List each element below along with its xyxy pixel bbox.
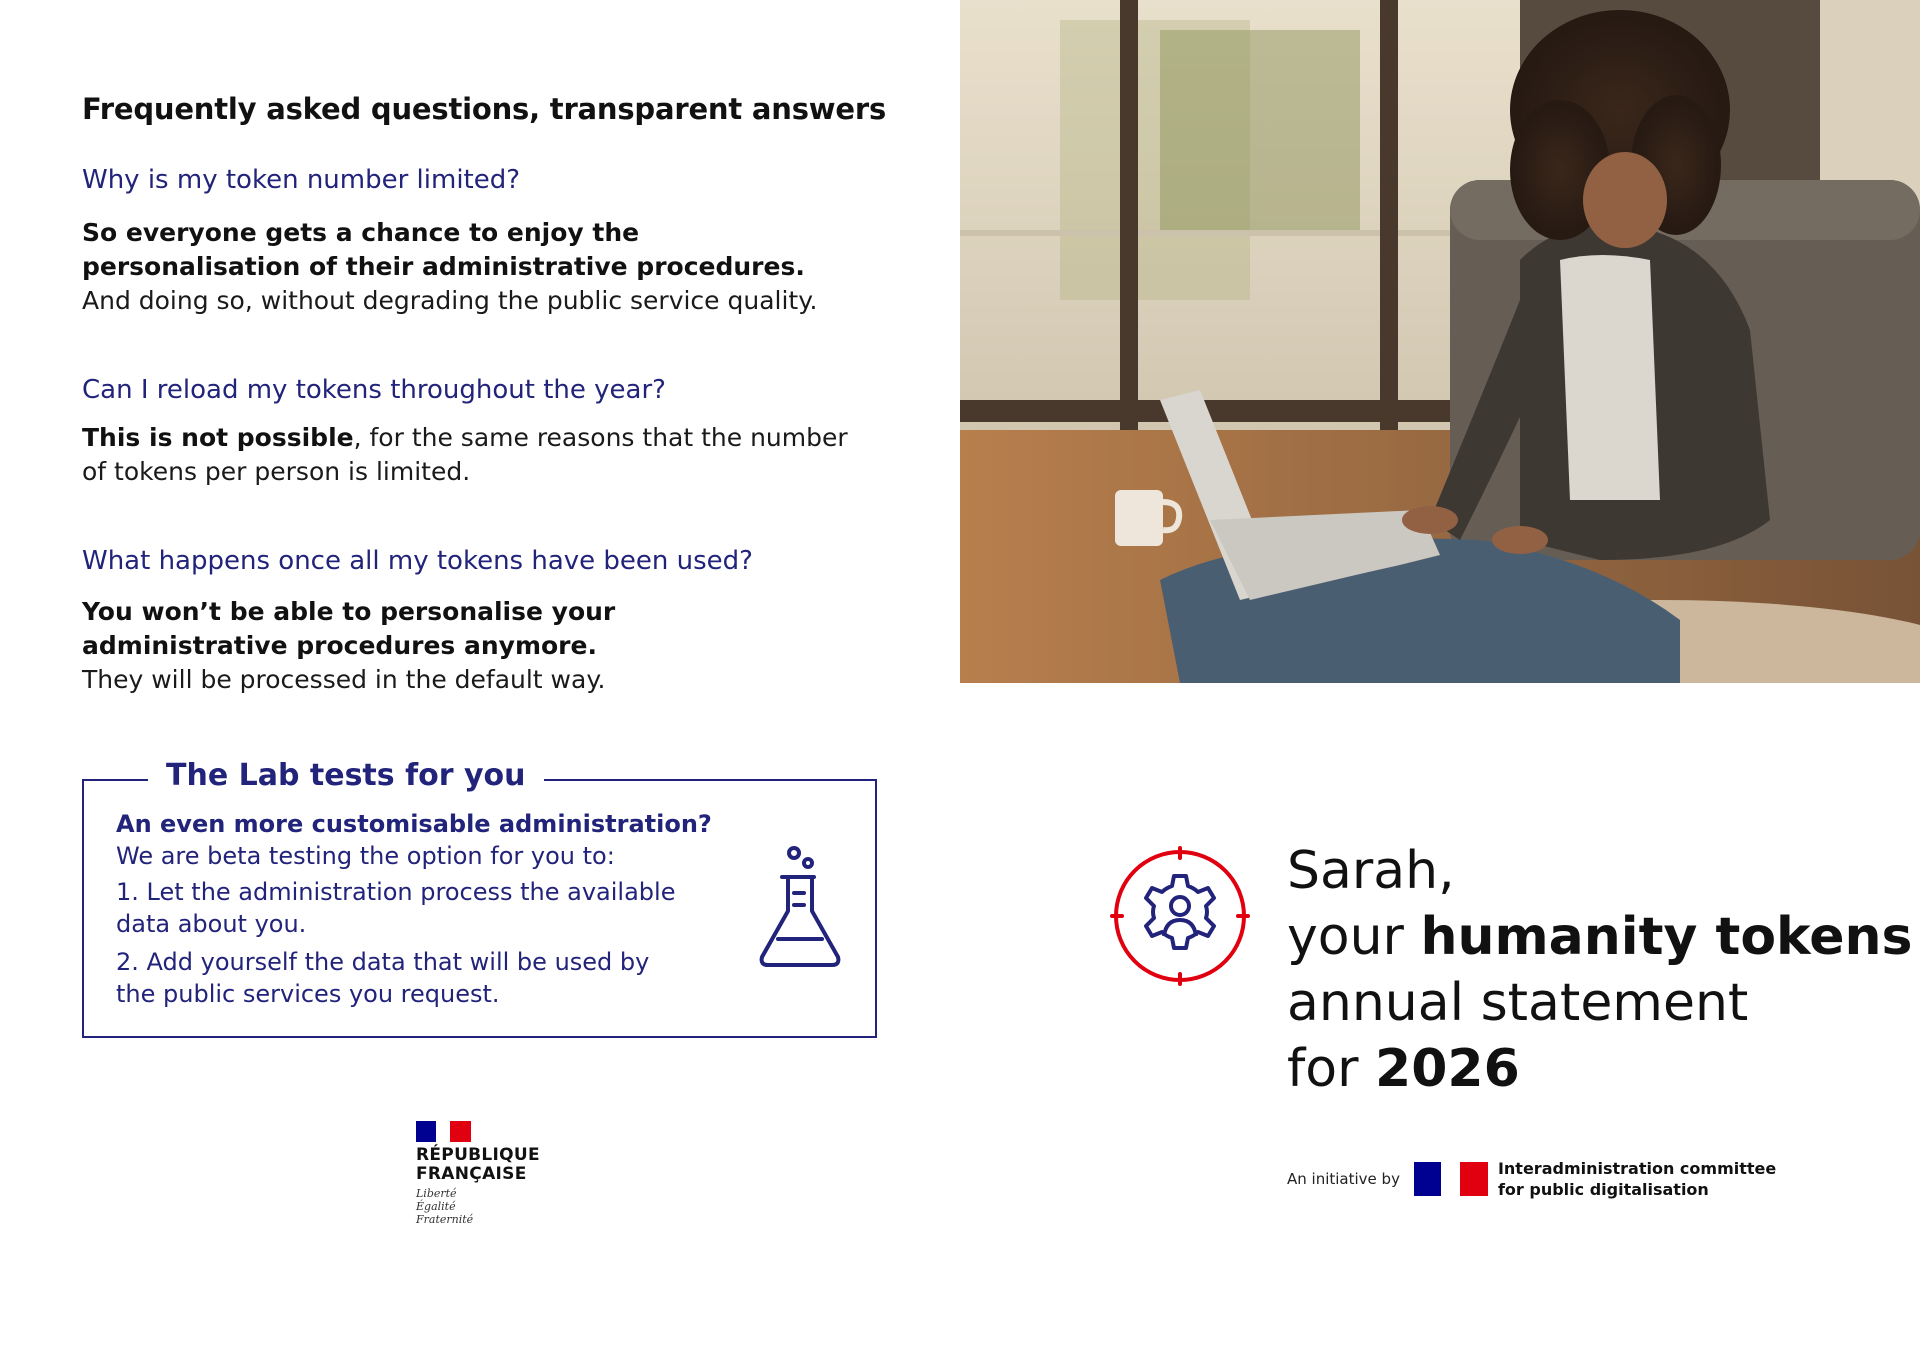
flask-icon	[752, 845, 848, 973]
lab-point-1: 1. Let the administration process the available data about you.	[116, 878, 676, 938]
headline-name: Sarah,	[1287, 841, 1455, 901]
faq-question-2: Can I reload my tokens throughout the year?	[82, 375, 666, 405]
gear-person-icon	[1110, 846, 1250, 986]
french-flag-icon	[416, 1121, 471, 1142]
headline-line-4: for 2026	[1287, 1039, 1520, 1099]
faq-question-3: What happens once all my tokens have been used?	[82, 546, 753, 576]
statement-headline	[1287, 838, 1912, 1102]
committee-flag-icon	[1414, 1162, 1488, 1196]
republique-motto: Liberté Égalité Fraternité	[416, 1187, 474, 1226]
lab-title: The Lab tests for you	[148, 758, 544, 793]
faq-answer-3-rest: They will be processed in the default way.	[82, 665, 606, 694]
faq-answer-1-rest: And doing so, without degrading the public service quality.	[82, 286, 818, 315]
committee-name: Interadministration committee for public digitalisation	[1497, 1159, 1777, 1199]
initiative-label: An initiative by	[1287, 1170, 1400, 1188]
headline-line-3: annual statement	[1287, 973, 1749, 1033]
lab-intro: We are beta testing the option for you to:	[116, 842, 615, 870]
initiative-block	[1287, 1158, 1788, 1200]
faq-answer-3-bold: You won’t be able to personalise your administrative procedures anymore.	[82, 597, 616, 660]
headline-year: 2026	[1375, 1039, 1520, 1099]
faq-answer-1	[82, 216, 852, 318]
faq-answer-2	[82, 421, 852, 489]
faq-answer-3	[82, 595, 782, 697]
lab-heading: An even more customisable administration?	[116, 810, 712, 838]
faq-answer-1-bold: So everyone gets a chance to enjoy the personalisation of their administrative procedures.	[82, 218, 805, 281]
republique-name: RÉPUBLIQUE FRANÇAISE	[416, 1145, 540, 1184]
faq-answer-2-bold: This is not possible	[82, 423, 354, 452]
republique-francaise-logo	[416, 1121, 540, 1226]
faq-title: Frequently asked questions, transparent answers	[82, 92, 887, 126]
faq-question-1: Why is my token number limited?	[82, 165, 521, 195]
faq-answer-2-rest: , for the same reasons that the number of tokens per person is limited.	[82, 423, 848, 486]
woman-laptop-photo	[960, 0, 1920, 683]
lab-point-2: 2. Add yourself the data that will be used by the public services you request.	[116, 948, 650, 1008]
headline-line-2: your humanity tokens	[1287, 907, 1913, 967]
